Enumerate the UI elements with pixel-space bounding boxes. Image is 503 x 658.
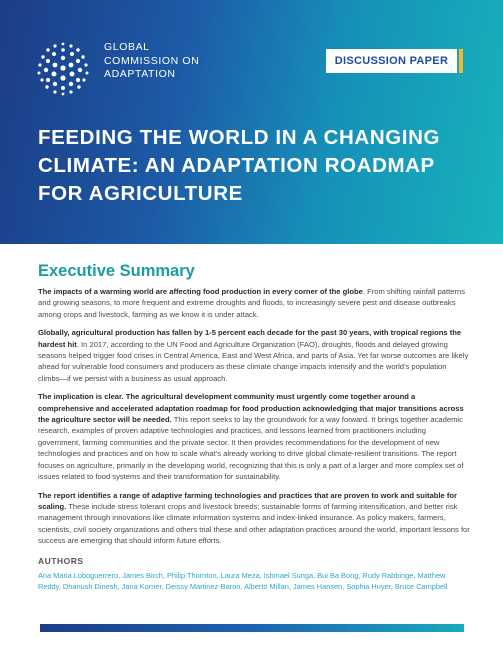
document-body — [38, 262, 470, 592]
paragraph-1-text: . From shifting rainfall patterns and growing seasons, to more frequent and extreme droughts and floods, to increasingly severe pest and disease outbreaks among crops and livestock, farming as we know it is under attack. — [38, 287, 466, 319]
org-line-3: ADAPTATION — [104, 68, 176, 80]
document-title — [38, 124, 478, 208]
paragraph-1-lead: The impacts of a warming world are affecting food production in every corner of the globe — [38, 287, 363, 296]
section-heading: Executive Summary — [38, 262, 195, 280]
paragraph-3-lead: The implication is clear. The agricultural development community must urgently come together around a comprehensive and accelerated adaptation roadmap for food production acknowledging that major transitions across the agriculture sector will be needed. — [38, 392, 464, 425]
paragraph-2 — [38, 327, 470, 384]
title-line-1: FEEDING THE WORLD IN A CHANGING — [38, 126, 441, 149]
title-line-2: CLIMATE: AN ADAPTATION ROADMAP — [38, 154, 435, 177]
paragraph-4-text: These include stress tolerant crops and livestock breeds; sustainable forms of farming intensification, and better risk management through innovations like climate information systems and index-linked insurance. As policy makers, farmers, scientists, civil society organizations and others trial these and other adaptation practices around the world, important lessons for success are emerging that should inform future efforts. — [38, 501, 470, 546]
footer-gradient-bar — [40, 624, 464, 632]
badge-accent-bar — [459, 49, 463, 73]
paragraph-1 — [38, 286, 470, 320]
title-line-3: FOR AGRICULTURE — [38, 182, 243, 205]
authors-heading: AUTHORS — [38, 555, 84, 566]
discussion-paper-badge: DISCUSSION PAPER — [326, 49, 457, 73]
paragraph-3 — [38, 391, 470, 482]
org-line-2: COMMISSION ON — [104, 54, 200, 67]
paragraph-4-lead: The report identifies a range of adaptive farming technologies and practices that are proven to work and suitable for scaling. — [38, 490, 458, 511]
paragraph-3-text: This report seeks to lay the groundwork for a way forward. It brings together academic research, examples of proven adaptive technologies and practices, and lessons learned from practitioners including government, farming communities and the private sector. It then provides recommendations for the development of new technologies and practices and on how to scale what’s already working to drive global climate-resilient transitions. The report focuses on agriculture, primarily in the developing world, recognizing that this is only a part of a larger and more complex set of issues related to food systems and their transformation for sustainability. — [38, 415, 464, 482]
paragraph-2-lead: Globally, agricultural production has fallen by 1-5 percent each decade for the past 30 years, with tropical regions the hardest hit — [38, 328, 462, 349]
organization-name — [104, 41, 199, 82]
paragraph-4 — [38, 490, 470, 547]
paragraph-2-text: . In 2017, according to the UN Food and Agriculture Organization (FAO), droughts, floods and delayed growing seasons helped trigger food crises in Central America, East and West Africa, and parts of Asia. Yet far worse outcomes are likely ahead for vulnerable food consumers and producers as these climate change impacts intensify and the world’s population climbs—if we persist with a business as usual approach. — [38, 339, 469, 383]
org-line-1: GLOBAL — [104, 41, 150, 53]
authors-list: Ana Maria Loboguerrero, James Birch, Philip Thornton, Laura Meza, Ishmael Sunga, Bui Ba Bong, Rudy Rabbinge, Matthew Reddy, Dhanush Dinesh, Jana Korner, Deissy Martinez-Baron, Alberto Millan, James Hansen, Sophia Huyer, Bruce Campbell — [38, 570, 448, 591]
cover-header — [0, 0, 503, 244]
globe-logo-icon — [34, 40, 92, 98]
